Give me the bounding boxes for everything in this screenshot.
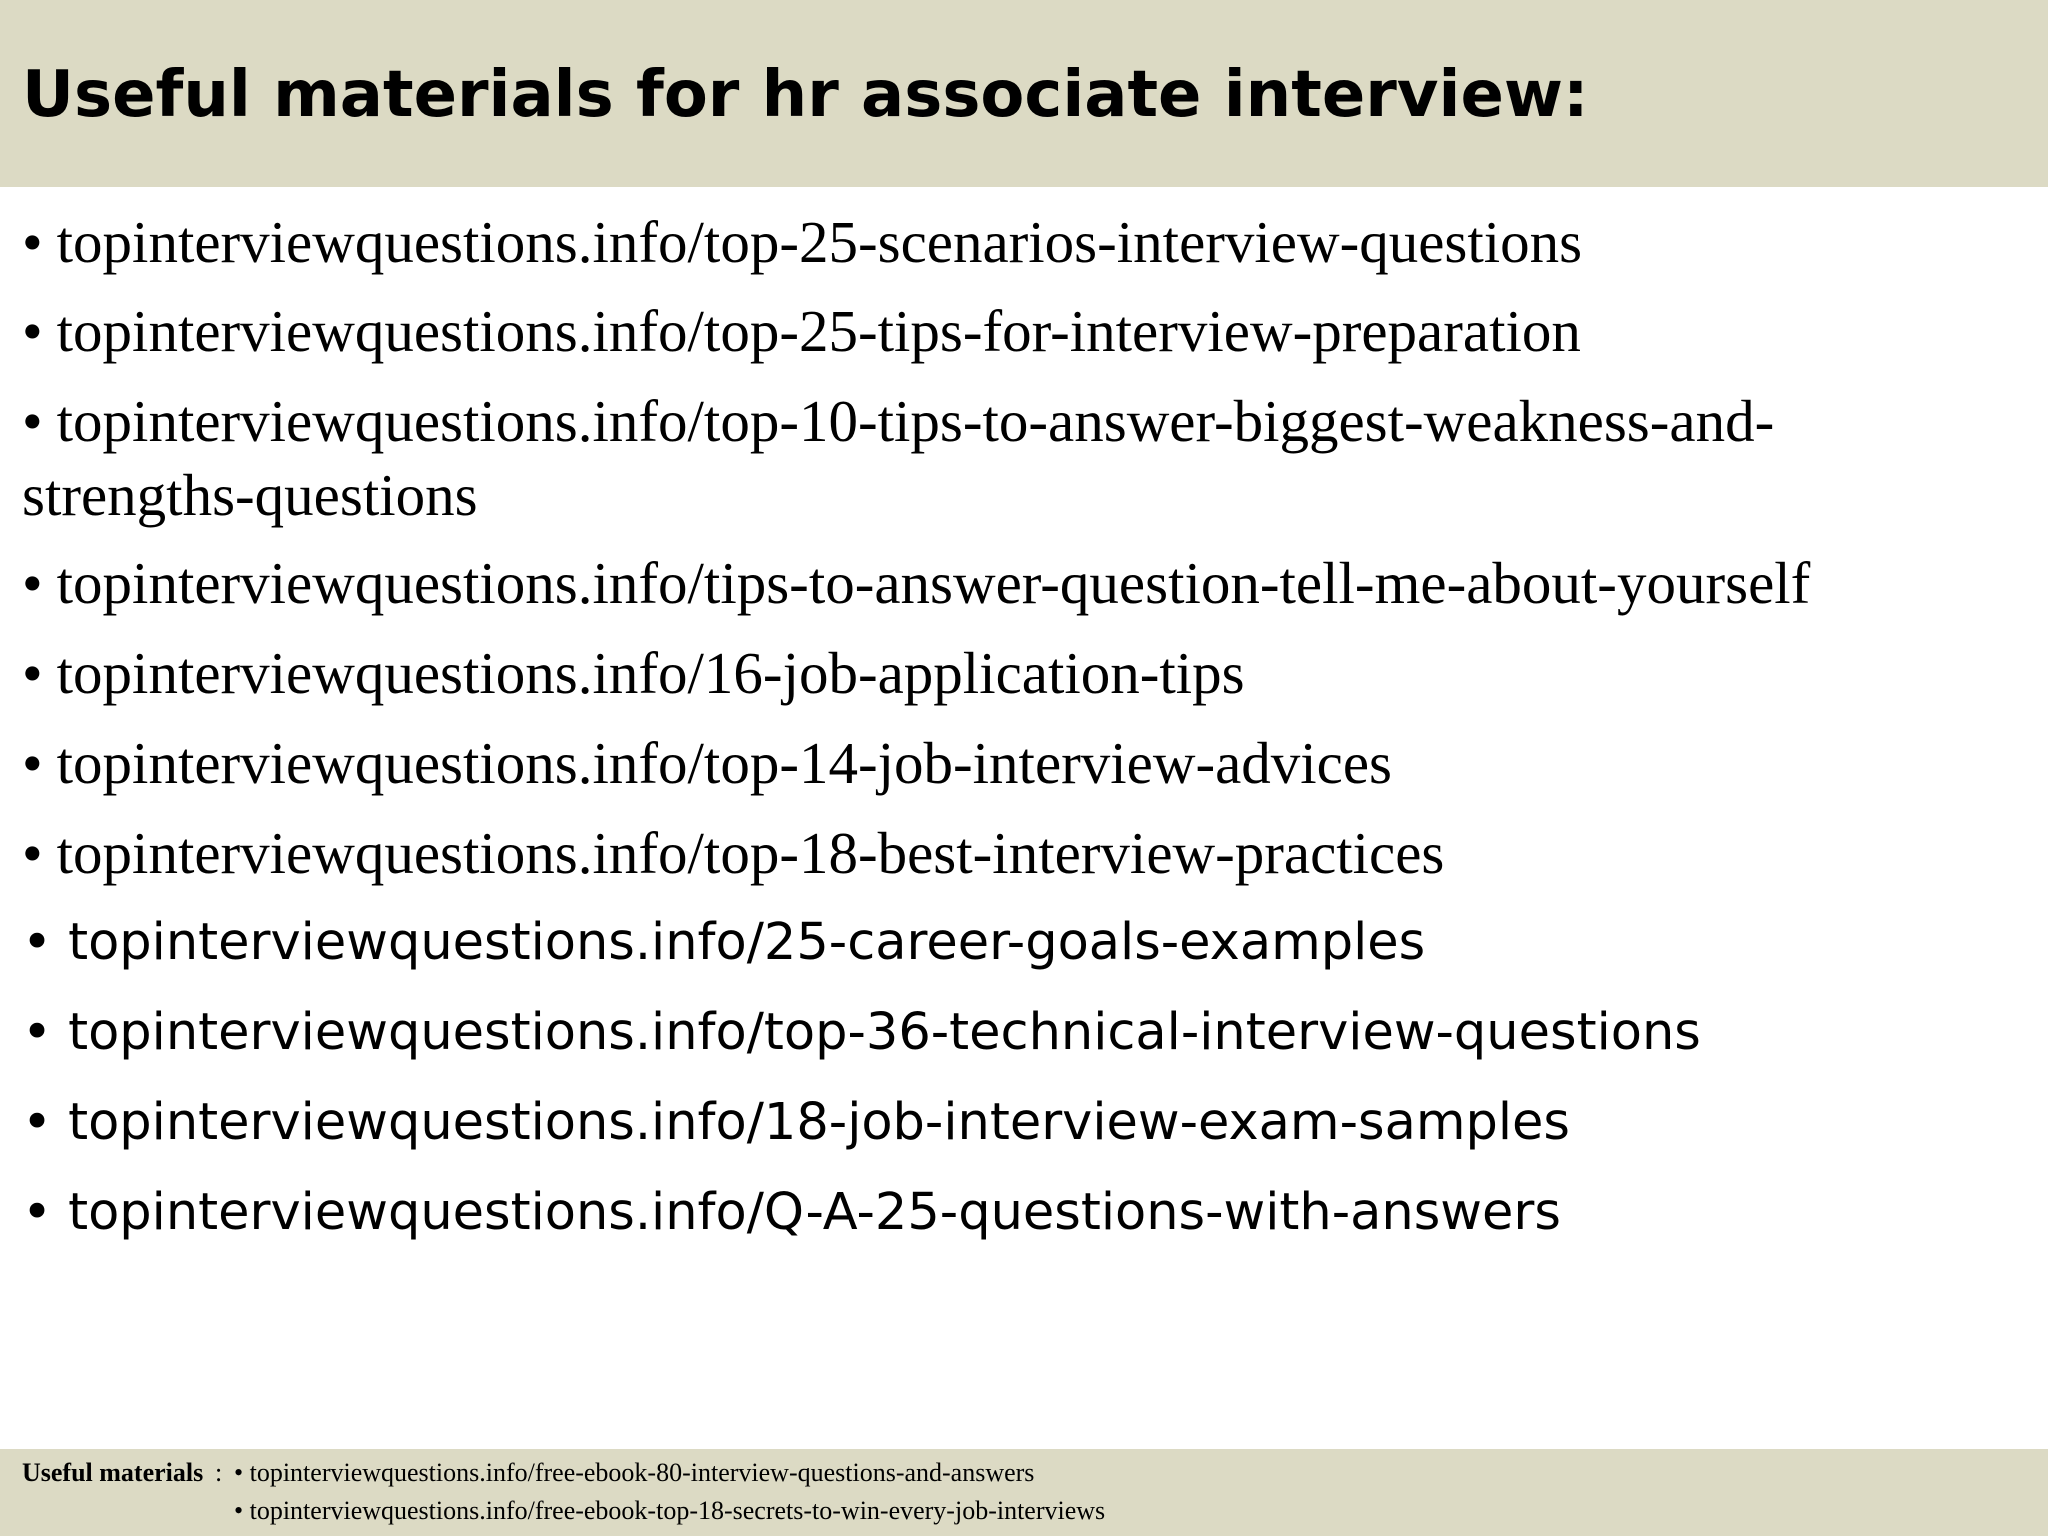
bullet: • (22, 550, 43, 616)
link-text: topinterviewquestions.info/25-career-goals-examples (68, 913, 1426, 972)
list-item[interactable] (22, 1086, 2022, 1160)
link-text: topinterviewquestions.info/tips-to-answer-question-tell-me-about-yourself (56, 550, 1811, 616)
bullet: • (22, 820, 43, 886)
bullet: • (22, 1183, 53, 1242)
bullet: • (22, 298, 43, 364)
slide-title: Useful materials for hr associate interview: (22, 58, 1589, 132)
link-text: topinterviewquestions.info/top-14-job-interview-advices (56, 730, 1393, 796)
link-text-continuation: strengths-questions (22, 462, 478, 528)
link-text: topinterviewquestions.info/Q-A-25-questions-with-answers (68, 1183, 1561, 1242)
footer-label: Useful materials (22, 1458, 204, 1487)
link-text: topinterviewquestions.info/top-25-tips-for-interview-preparation (56, 298, 1581, 364)
link-text: topinterviewquestions.info/top-25-scenarios-interview-questions (56, 209, 1583, 275)
bullet: • (22, 209, 43, 275)
bullet: • (22, 1003, 53, 1062)
link-text: topinterviewquestions.info/top-10-tips-to-answer-biggest-weakness-and- (56, 388, 1775, 454)
link-text: topinterviewquestions.info/top-18-best-interview-practices (56, 820, 1445, 886)
bullet: • (22, 913, 53, 972)
list-item[interactable] (22, 294, 2022, 368)
link-text: topinterviewquestions.info/16-job-application-tips (56, 640, 1245, 706)
footer-separator: : (215, 1458, 223, 1487)
list-item[interactable] (22, 205, 2022, 279)
bullet: • (22, 730, 43, 796)
bullet: • (22, 1093, 53, 1152)
footer-link[interactable]: • topinterviewquestions.info/free-ebook-top-18-secrets-to-win-every-job-interviews (234, 1496, 1106, 1525)
list-item[interactable] (22, 906, 2022, 980)
list-item[interactable] (22, 546, 2022, 620)
link-text: topinterviewquestions.info/top-36-technical-interview-questions (68, 1003, 1701, 1062)
bullet: • (22, 640, 43, 706)
list-item[interactable] (22, 1176, 2022, 1250)
list-item[interactable] (22, 816, 2022, 890)
list-item[interactable] (22, 996, 2022, 1070)
bullet: • (22, 388, 43, 454)
footer-link[interactable]: • topinterviewquestions.info/free-ebook-80-interview-questions-and-answers (234, 1458, 1035, 1487)
link-text: topinterviewquestions.info/18-job-interview-exam-samples (68, 1093, 1571, 1152)
list-item[interactable] (22, 726, 2022, 800)
list-item[interactable] (22, 636, 2022, 710)
list-item[interactable] (22, 384, 2022, 532)
